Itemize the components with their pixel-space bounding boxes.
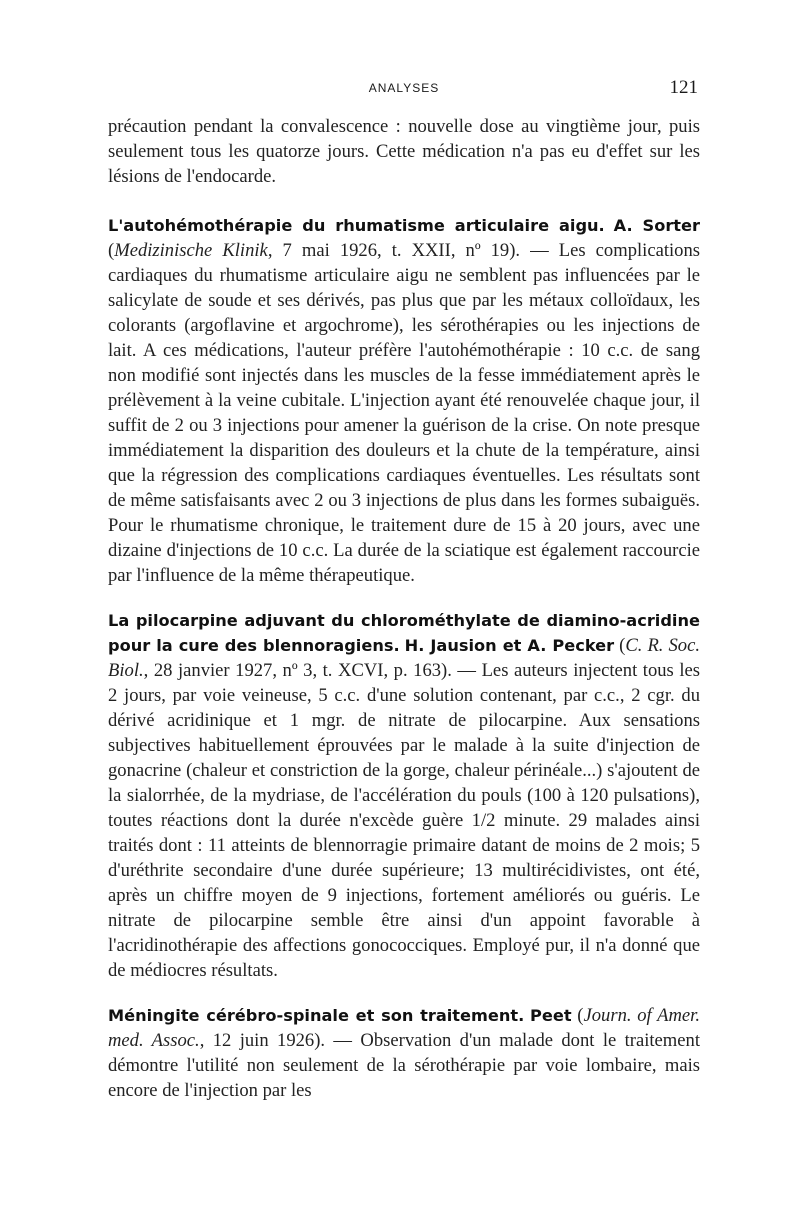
article-journal: Medizinische Klinik: [114, 240, 268, 261]
article-citation: , 28 janvier 1927, nº 3, t. XCVI, p. 163). —: [143, 660, 482, 681]
article-pilocarpine: [108, 608, 700, 983]
article-body: précaution pendant la convalescence : nouvelle dose au vingtième jour, puis seulement tous les quatorze jours. Cette médication n'a pas eu d'effet sur les lésions de l'endocarde.: [108, 116, 700, 187]
article-autohemotherapie: [108, 213, 700, 588]
continued-paragraph: [108, 114, 700, 189]
article-title: La pilocarpine adjuvant du chlorométhylate de diamino-acridine pour la cure des blennoragiens.: [108, 611, 700, 655]
running-header: [108, 78, 700, 100]
article-authors: Peet: [530, 1006, 572, 1025]
article-citation: , 12 juin 1926). —: [199, 1030, 361, 1051]
article-body: Les auteurs injectent tous les 2 jours, par voie veineuse, 5 c.c. d'une solution contenant, par c.c., 2 cgr. du dérivé acridinique et 1 mgr. de nitrate de pilocarpine. Aux sensations subjectives habituellement éprouvées par le malade à la suite d'injection de gonacrine (chaleur et constriction de la gorge, chaleur périnéale...) s'ajoutent de la sialorrhée, de la mydriase, de l'accélération du pouls (100 à 120 pulsations), toutes réactions dont la durée n'excède guère 1/2 minute. 29 malades ainsi traités dont : 11 atteints de blennorragie primaire datant de moins de 2 mois; 5 d'uréthrite secondaire d'une durée supérieure; 13 multirécidivistes, ont été, après un chiffre moyen de 9 injections, fortement améliorés ou guéris. Le nitrate de pilocarpine semble être ainsi d'un appoint favorable à l'acridinothérapie des affections gonococciques. Employé pur, il n'a donné que de médiocres résultats.: [108, 660, 700, 981]
article-title: L'autohémothérapie du rhumatisme articulaire aigu.: [108, 216, 605, 235]
source-open: (: [619, 635, 626, 656]
journal-page: [108, 78, 700, 1103]
source-open: (: [577, 1005, 584, 1026]
article-journal: Journ. of Amer. med. Assoc.: [108, 1005, 700, 1051]
article-authors: A. Sorter: [613, 216, 701, 235]
article-title: Méningite cérébro-spinale et son traitement.: [108, 1006, 525, 1025]
page-number: 121: [669, 77, 698, 98]
article-body: Les complications cardiaques du rhumatisme articulaire aigu ne semblent pas influencées par le salicylate de soude et ses dérivés, pas plus que par les métaux colloïdaux, les colorants (argoflavine et argochrome), les sérothérapies ou les injections de lait. A ces médications, l'auteur préfère l'autohémothérapie : 10 c.c. de sang non modifié sont injectés dans les muscles de la fesse immédiatement après le prélèvement à la veine cubitale. L'injection ayant été renouvelée chaque jour, il suffit de 2 ou 3 injections pour amener la guérison de la crise. On note presque immédiatement la disparition des douleurs et la chute de la température, ainsi que la régression des complications cardiaques éventuelles. Les résultats sont de même satisfaisants avec 2 ou 3 injections de plus dans les formes subaiguës. Pour le rhumatisme chronique, le traitement dure de 15 à 20 jours, avec une dizaine d'injections de 10 c.c. La durée de la sciatique est également raccourcie par l'influence de la même thérapeutique.: [108, 240, 700, 586]
article-body: Observation d'un malade dont le traitement démontre l'utilité non seulement de la sérothérapie par voie lombaire, mais encore de l'injection par les: [108, 1030, 700, 1101]
source-open: (: [108, 240, 115, 261]
article-authors: H. Jausion et A. Pecker: [404, 636, 615, 655]
article-journal: C. R. Soc. Biol.: [108, 635, 700, 681]
running-title: ANALYSES: [368, 81, 440, 95]
article-citation: , 7 mai 1926, t. XXII, nº 19). —: [267, 240, 559, 261]
article-meningite: [108, 1003, 700, 1103]
